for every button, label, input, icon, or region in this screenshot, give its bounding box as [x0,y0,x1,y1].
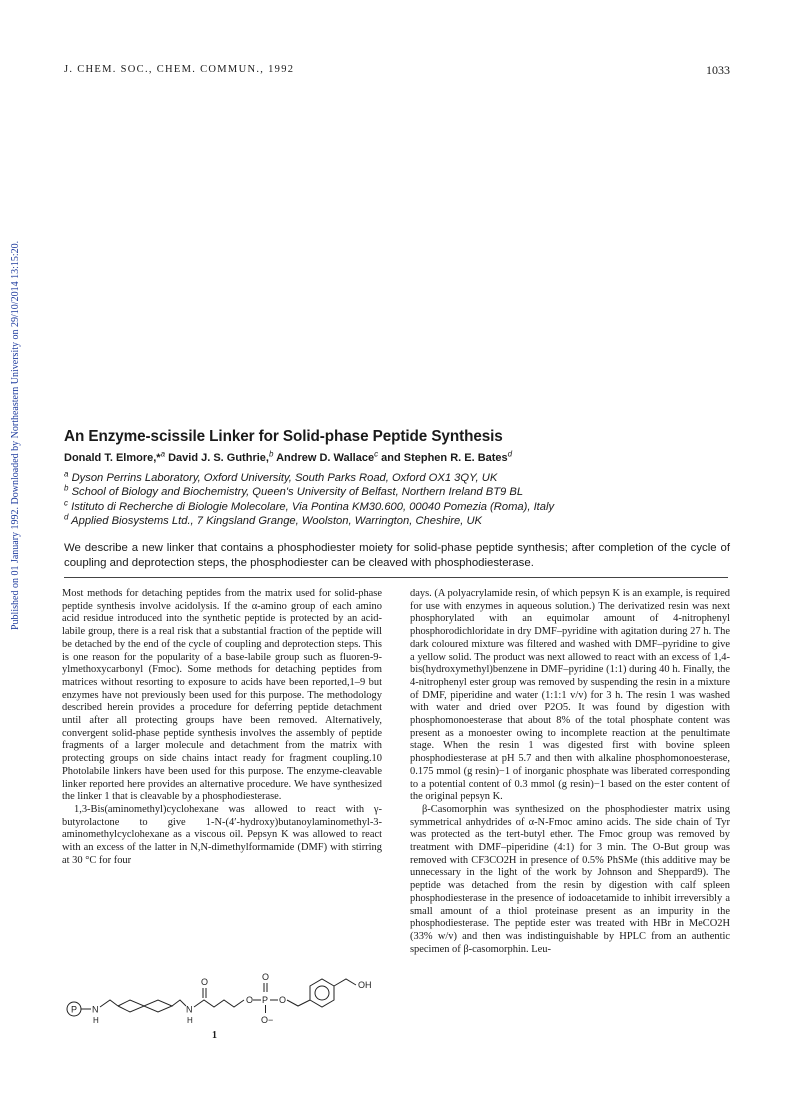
structure-atom-label: O [246,995,254,1005]
affiliation-mark: a [64,469,69,479]
author-affiliation-mark: d [507,449,513,459]
affiliation [64,512,554,529]
abstract: We describe a new linker that contains a phosphodiester moiety for solid-phase peptide synthesis; after completion of the cycle of coupling and deprotection steps, the phosphodiester can be cleaved with phosphodiesterase. [64,542,730,569]
author-name: and Stephen R. E. Bates [381,452,508,464]
structure-atom-label: O− [261,1015,274,1025]
affiliation [64,469,554,486]
download-provenance-note[interactable]: Published on 01 January 1992. Downloaded by Northeastern University on 29/10/2014 13:15:20. [10,240,21,630]
structure-atom-label: O [201,977,209,987]
structure-atom-label: H [93,1016,99,1025]
affiliation [64,483,554,500]
linker-structure-diagram [58,967,388,1029]
structure-atom-label: P [262,995,269,1005]
body-paragraph: days. (A polyacrylamide resin, of which pepsyn K is an example, is required for use with enzymes in aqueous solution.) The derivatized resin was next phosphorylated with an equimolar amount of 4-nitrophenyl phosphorodichloridate in dry DMF–pyridine with agitation during 27 h. The dark coloured mixture was filtered and washed with DMF–pyridine to give a yellow solid. The product was next allowed to react with an excess of 1,4-bis(hydroxymethyl)benzene in DMF–pyridine (1:1) during 40 h. Finally, the 4-nitrophenyl ester group was removed by suspending the resin in a mixture of DMF, piperidine and water (1:1:1 v/v) for 3 h. The resin 1 was washed with water and dried over P2O5. It was found by digestion with phosphomonoesterase that about 8% of the total phosphate content was present as a monoester owing to incomplete reaction at the penultimate stage. When the resin 1 was digested first with bovine spleen phosphodiesterase at pH 5.7 and then with alkaline phosphomonoesterase, 0.175 mmol (g resin)−1 of inorganic phosphate was liberated corresponding to a potential content of 0.3 mmol (g resin)−1 based on the ester content of the original pepsyn K. [410,588,730,803]
affiliation-text: School of Biology and Biochemistry, Queen's University of Belfast, Northern Ireland BT9 BL [71,486,524,499]
cyclohexane-ring [118,1000,172,1012]
section-divider [64,577,728,578]
affiliation-list [64,469,555,529]
structure-atom-label: H [187,1016,193,1025]
body-column-right [410,588,730,956]
body-column-left [62,588,382,867]
author-list [64,449,513,464]
page-number: 1033 [706,63,730,77]
structure-atom-label: N [92,1004,99,1015]
affiliation-mark: d [64,512,69,522]
body-paragraph: β-Casomorphin was synthesized on the phosphodiester matrix using symmetrical anhydrides of α-N-Fmoc amino acids. The side chain of Tyr was protected as the tert-butyl ether. The Fmoc group was removed by treatment with DMF–piperidine (4:1) for 3 min. The O-But group was removed with CF3CO2H in presence of 0.5% PhSMe (this additive may be unnecessary in the light of the work by Johnson and Sheppard9). The peptide was detached from the resin by digestion with calf spleen phosphodiesterase in the presence of iodoacetamide to inhibit irreversibly a small amount of a thiol proteinase present as an impurity in the phosphodiesterase. The peptide ester was treated with HBr in MeCO2H (33% w/v) and then was indistinguishable by HPLC from an authentic specimen of β-casomorphin. Leu- [410,803,730,955]
structure-atom-label: P [71,1004,78,1015]
affiliation-text: Istituto di Recherche di Biologie Molecolare, Via Pontina KM30.600, 00040 Pomezia (Roma), Italy [71,500,555,513]
author-affiliation-mark: c [374,449,379,459]
affiliation-text: Dyson Perrins Laboratory, Oxford University, South Parks Road, Oxford OX1 3QY, UK [71,472,498,484]
benzene-ring [310,979,334,1007]
structure-atom-label: O [262,972,270,982]
article-title: An Enzyme-scissile Linker for Solid-phase Peptide Synthesis [64,428,503,445]
affiliation-mark: b [64,483,69,493]
structure-atom-label: N [186,1004,193,1015]
body-paragraph: 1,3-Bis(aminomethyl)cyclohexane was allowed to react with γ-butyrolactone to give 1-N-(4′-hydroxy)butanoylaminomethyl-3-aminomethylcyclohexane as a viscous oil. Pepsyn K was allowed to react with an excess of the latter in N,N-dimethylformamide (DMF) with stirring at 30 °C for four [62,803,382,866]
structure-atom-label: O [279,995,287,1005]
aromatic-circle [315,986,329,1000]
affiliation-mark: c [64,497,68,507]
body-paragraph: Most methods for detaching peptides from the matrix used for solid-phase peptide synthesis involve acidolysis. If the α-amino group of each amino acid residue introduced into the synthetic peptide is protected by an acid-labile group, there is a real risk that a substantial fraction of the peptide will be detached by the end of the cycle of coupling and deprotection steps. This is one reason for the popularity of a base-labile group such as fluoren-9-ylmethoxycarbonyl (Fmoc). Some methods for detaching peptides from matrices without resorting to exposure to acids have been reported,1–9 but enzymes have not previously been used for this purpose. The methodology described herein provides a procedure for deferring peptide detachment until after all protecting groups have been removed. Alternatively, convergent solid-phase peptide synthesis involves the assembly of peptide fragments of a larger molecule and detachment from the matrix with protecting groups on side chains intact ready for fragment coupling.10 Photolabile linkers have been used for this purpose. The enzyme-cleavable linker reported here provides an alternative procedure. We have synthesized the linker 1 that is cleavable by a phosphodiesterase. [62,588,382,803]
running-head: J. CHEM. SOC., CHEM. COMMUN., 1992 [64,64,295,75]
affiliation [64,497,555,515]
author-affiliation-mark: a [160,449,166,459]
author-name: Andrew D. Wallace [276,452,375,464]
structure-atom-label: OH [358,980,372,990]
author-name: David J. S. Guthrie, [168,452,269,464]
affiliation-text: Applied Biosystems Ltd., 7 Kingsland Grange, Woolston, Warrington, Cheshire, UK [71,514,482,527]
author-name: Donald T. Elmore,* [64,452,161,464]
author-affiliation-mark: b [268,449,274,459]
compound-number: 1 [212,1030,217,1041]
